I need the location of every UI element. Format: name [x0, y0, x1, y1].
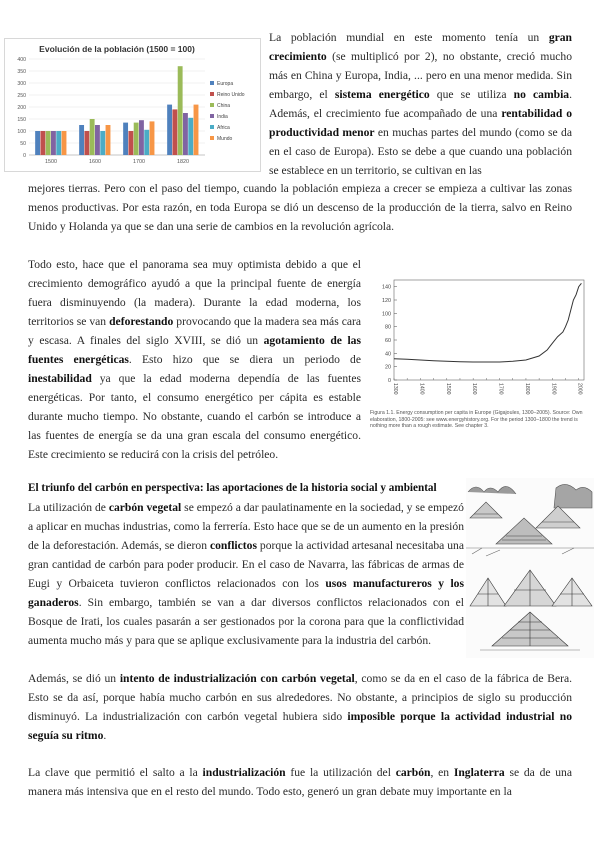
legend-swatch: [210, 114, 214, 118]
x-tick-label: 1900: [550, 383, 557, 395]
legend-label: India: [217, 114, 228, 120]
charcoal-kiln-engraving-svg: [466, 478, 594, 658]
y-tick-label: 20: [385, 364, 391, 371]
x-tick-label: 1300: [392, 383, 398, 395]
bar-china: [46, 131, 51, 155]
bar-china: [90, 119, 95, 155]
y-tick-label: 100: [17, 129, 26, 135]
paragraph-industrialization-attempt: Además, se dió un intento de industrialización con carbón vegetal, como se da en el caso de la fábrica de Bera. Esto se da así, porque había mucho carbón en sus alrededores. No obstante, a principios de siglo su producción disminuyó. La industrialización con carbón vegetal hubiera sido imposible porque la actividad industrial no seguía su ritmo.: [28, 672, 572, 742]
chart-title: Evolución de la población (1500 = 100): [39, 44, 195, 54]
bar-reino-unido: [172, 109, 177, 155]
paragraph-energy-sources: Todo esto, hace que el panorama sea muy optimista debido a que el crecimiento demográfico ayudó a que la principal fuente de energía fuera disminuyendo (la madera). Durante la edad moderna, los territorios se van deforestando provocando que la madera sea más cara y escasa. A finales del siglo XVIII, se dió un agotamiento de las fuentes energéticas. Esto hizo que se diera un periodo de inestabilidad ya que la edad moderna dependía de las fuentes energéticas. Por tanto, el consumo energético per cápita es estable durante mucho tiempo. No obstante, cuando el carbón se introduce a las fuentes de energía se da una gran escala del consumo energético. Este crecimiento se reducirá con la crisis del petróleo.: [28, 258, 361, 461]
legend-swatch: [210, 103, 214, 107]
y-tick-label: 140: [382, 284, 391, 291]
y-tick-label: 400: [17, 57, 26, 63]
charcoal-kiln-engraving: [466, 478, 594, 658]
energy-consumption-series-line: [394, 283, 581, 362]
legend-label: China: [217, 103, 231, 109]
bar-mundo: [150, 121, 155, 155]
x-tick-label: 1600: [89, 159, 101, 165]
bar-africa: [144, 130, 149, 155]
bar-africa: [56, 131, 61, 155]
section-heading: El triunfo del carbón en perspectiva: las aportaciones de la historia social y ambiental: [28, 482, 437, 494]
x-tick-label: 2000: [576, 383, 583, 395]
legend-swatch: [210, 136, 214, 140]
y-tick-label: 50: [20, 141, 26, 147]
x-tick-label: 1700: [133, 159, 145, 165]
bar-china: [178, 66, 183, 155]
x-tick-label: 1700: [497, 383, 504, 395]
bar-china: [134, 123, 139, 155]
bar-reino-unido: [84, 131, 89, 155]
y-tick-label: 80: [385, 324, 391, 331]
population-bar-chart-svg: [5, 39, 260, 171]
bar-india: [183, 113, 188, 155]
legend-label: Mundo: [217, 136, 233, 142]
y-tick-label: 250: [17, 93, 26, 99]
bar-europa: [79, 125, 84, 155]
bar-africa: [100, 131, 105, 155]
paragraph-population-growth-continued: mejores tierras. Pero con el paso del tiempo, cuando la población empieza a crecer se empieza a cultivar las zonas menos productivas. Por esta razón, en toda Europa se dió un descenso de la producción de la tierra, salvo en Reino Unido y Holanda ya que se dan una serie de cambios en la revolución agrícola.: [28, 182, 572, 233]
y-tick-label: 40: [385, 351, 391, 358]
y-tick-label: 300: [17, 81, 26, 87]
y-tick-label: 120: [382, 298, 391, 304]
plot-frame: [394, 280, 584, 380]
y-tick-label: 0: [23, 153, 26, 159]
bar-india: [95, 125, 100, 155]
paragraph-coal-key: La clave que permitió el salto a la industrialización fue la utilización del carbón, en Inglaterra se da de una manera más intensiva que en el resto del mundo. Todo esto, generó un gran debate muy importante en la: [28, 766, 573, 798]
bar-europa: [35, 131, 40, 155]
bar-india: [139, 120, 144, 155]
y-tick-label: 60: [385, 338, 391, 344]
bar-reino-unido: [40, 131, 45, 155]
y-tick-label: 100: [382, 311, 391, 318]
y-tick-label: 0: [388, 378, 391, 384]
x-tick-label: 1500: [45, 159, 57, 165]
x-tick-label: 1800: [523, 383, 530, 395]
bar-mundo: [62, 131, 67, 155]
y-tick-label: 200: [17, 105, 26, 111]
bar-europa: [167, 105, 172, 155]
x-tick-label: 1820: [177, 159, 189, 165]
energy-consumption-line-chart-svg: [370, 272, 588, 410]
x-tick-label: 1600: [471, 383, 478, 395]
legend-swatch: [210, 81, 214, 85]
legend-label: Africa: [217, 125, 230, 131]
paragraph-population-growth: La población mundial en este momento tenía un gran crecimiento (se multiplicó por 2), no obstante, creció mucho más en China y Europa, India, ... pero en una menor medida. Sin embargo, el sistema energético que se utiliza no cambia. Además, el crecimiento fue acompañado de una rentabilidad o productividad menor en muchas partes del mundo (como se da en el caso de Europa). Esto se debe a que cuando una población se establece en un territorio, se cultivan en las: [269, 31, 572, 177]
bar-africa: [188, 118, 193, 155]
y-tick-label: 150: [17, 117, 26, 123]
x-tick-label: 1400: [418, 383, 425, 395]
bar-europa: [123, 123, 128, 155]
bar-india: [51, 131, 56, 155]
bar-mundo: [106, 125, 111, 155]
bar-mundo: [194, 105, 199, 155]
y-tick-label: 350: [17, 69, 26, 75]
paragraph-charcoal-use: La utilización de carbón vegetal se empezó a dar paulatinamente en la sociedad, y se empezó a aplicar en muchas industrias, como la ferrería. Esto hace que se de un aumento en la presión de la deforestación. Además, se dieron conflictos porque la actividad artesanal necesitaba una gran cantidad de carbón para poder producir. En el caso de Navarra, las fábricas de armas de Eugi y Orbaiceta tuvieron conflictos relacionados con los usos manufactureros y los ganaderos. Sin embargo, también se van a dar diversos conflictos relacionados con el Bosque de Irati, los cuales pasarán a ser gestionados por la corona para que la conflictividad aumenta mucho más y para que se aplique exclusivamente para la industria del carbón.: [28, 501, 464, 647]
population-bar-chart: [4, 38, 261, 172]
legend-swatch: [210, 125, 214, 129]
legend-label: Reino Unido: [217, 92, 245, 98]
legend-label: Europa: [217, 81, 234, 87]
chart-caption: Figura 1.1. Energy consumption per capita in Europe (Gigajoules, 1300–2005). Source: Own elaboration, 1800-2005: see www.energyhistory.org. For the period 1300–1800 the trend is nothing more than a rough estimate. See chapter 3.: [370, 410, 583, 429]
x-tick-label: 1500: [444, 383, 451, 395]
legend-swatch: [210, 92, 214, 96]
bar-reino-unido: [128, 131, 133, 155]
